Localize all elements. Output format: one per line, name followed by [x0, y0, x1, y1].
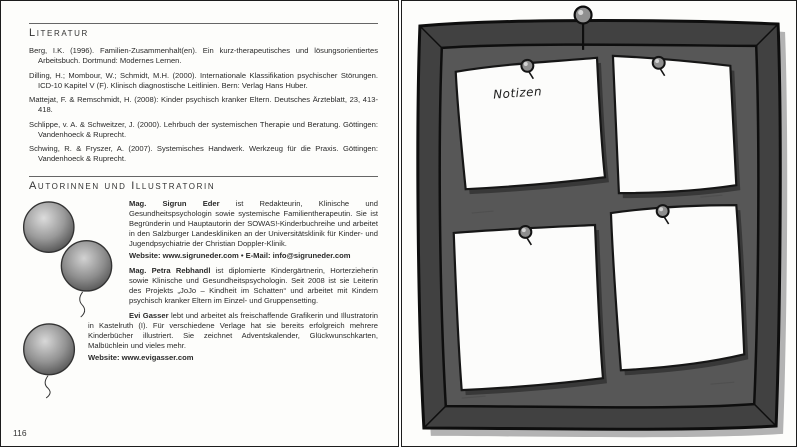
- balloon-string: [45, 376, 50, 398]
- note-top-left: [456, 58, 609, 194]
- author-name: Evi Gasser: [129, 311, 169, 321]
- authors-heading: Autorinnen und Illustratorin: [29, 176, 378, 192]
- left-page: [0, 0, 399, 447]
- author-photos-illustration: [21, 201, 123, 319]
- author-name: Mag. Petra Rebhandl: [129, 266, 211, 276]
- reference-item: Mattejat, F. & Remschmidt, H. (2008): Kinder psychisch kranker Eltern. Deutsches Ärzteblatt, 23, 413-418.: [29, 95, 378, 115]
- bio-text: ist diplomierte Kindergärtnerin, Horterzieherin sowie Klinische und Gesundheitspsychologin. Seit 2008 ist sie Leiterin des Projekts „JoJo – Kindheit im Schatten“ und arbeitet mit Kindern psychisch kranker Eltern im Einzel- und Gruppensetting.: [129, 266, 378, 306]
- reference-item: Dilling, H.; Mombour, W.; Schmidt, M.H. (2000). Internationale Klassifikation psychischer Störungen. ICD-10 Kapitel V (F). Klinisch diagnostische Leitlinien. Bern: Verlag Hans Huber.: [29, 70, 378, 90]
- author-photos-duo: [21, 201, 123, 319]
- reference-list: [29, 46, 378, 164]
- reference-item: Schwing, R. & Fryszer, A. (2007). Systemisches Handwerk. Werkzeug für die Praxis. Göttingen: Vandenhoeck & Ruprecht.: [29, 144, 378, 164]
- photo-sigrun-eder: [24, 202, 74, 252]
- note-bottom-left: [454, 225, 607, 395]
- illustrator-photo-illustration: [21, 323, 81, 399]
- bio-text: ist Redakteurin, Klinische und Gesundheitspsychologin sowie systemische Familientherapeutin. Sie ist Begründerin und Hauptautorin der SOWAS!-Kinderbuchreihe und arbeitet in den Salzburger Landeskliniken an der Universitätsklinik für Kinder- und Jugendpsychiatrie der Christian Doppler-Klinik.: [129, 199, 378, 249]
- contact-line-evi: Website: www.evigasser.com: [88, 353, 194, 363]
- literatur-section: [29, 23, 378, 164]
- balloon-string: [80, 292, 85, 317]
- author-name: Mag. Sigrun Eder: [129, 199, 220, 209]
- page-number: 116: [13, 428, 27, 438]
- note-bottom-right: [611, 205, 748, 375]
- authors-section: [29, 176, 378, 363]
- contact-line-sigrun: Website: www.sigruneder.com • E-Mail: info@sigruneder.com: [129, 251, 351, 261]
- reference-item: Berg, I.K. (1996). Familien-Zusammenhalt(en). Ein kurz-therapeutisches und lösungsorientiertes Arbeitsbuch. Dortmund: Modernes Lernen.: [29, 46, 378, 66]
- reference-item: Schlippe, v. A. & Schweitzer, J. (2000). Lehrbuch der systemischen Therapie und Beratung. Göttingen: Vandenhoeck & Ruprecht.: [29, 119, 378, 139]
- author-photo-evi: [21, 323, 81, 399]
- notizen-label: Notizen: [492, 84, 543, 102]
- photo-petra-rebhandl: [61, 241, 111, 291]
- note-top-right: [613, 56, 740, 198]
- pinboard-illustration: [402, 1, 796, 446]
- photo-evi-gasser: [24, 324, 75, 375]
- literatur-heading: Literatur: [29, 23, 378, 39]
- bio-text: lebt und arbeitet als freischaffende Grafikerin und Illustratorin in Kastelruth (I). Für verschiedene Verlage hat sie bereits erfolgreich mehrere Kinderbücher illustriert. Sie zeichnet Adventskalender, Glückwunschkarten, Malbüchlein und vieles mehr.: [88, 311, 378, 351]
- right-page: [401, 0, 797, 447]
